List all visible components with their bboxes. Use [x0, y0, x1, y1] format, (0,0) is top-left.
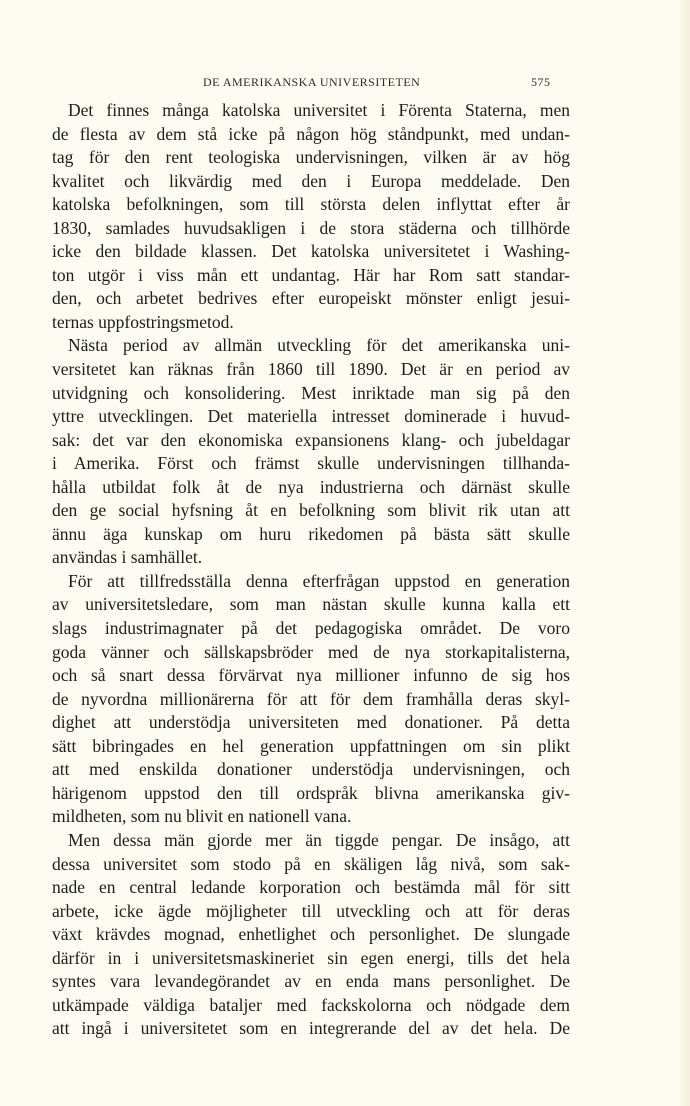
text-line: dighet att understödja universiteten med donationer. På detta [52, 712, 570, 733]
text-line: de flesta av dem stå icke på någon hög ståndpunkt, med undan- [52, 123, 570, 144]
text-line: ton utgör i viss mån ett undantag. Här har Rom satt standar- [52, 264, 570, 285]
text-line: mildheten, som nu blivit en nationell vana. [52, 806, 352, 827]
text-line: kvalitet och likvärdig med den i Europa meddelade. Den [52, 170, 570, 191]
text-line: växt krävdes mognad, enhetlighet och personlighet. De slungade [52, 924, 570, 945]
text-line: utvidgning och konsolidering. Mest inriktade man sig på den [52, 382, 570, 403]
text-line: För att tillfredsställa denna efterfrågan uppstod en generation [68, 570, 570, 591]
body-text [52, 99, 570, 1041]
text-line: att med enskilda donationer understödja undervisningen, och [52, 759, 570, 780]
page-edge [680, 0, 690, 1106]
text-line: slags industrimagnater på det pedagogiska området. De voro [52, 618, 570, 639]
text-line: Det finnes många katolska universitet i Förenta Staterna, men [68, 100, 570, 120]
text-line: Men dessa män gjorde mer än tiggde pengar. De insågo, att [68, 829, 570, 850]
text-line: sätt bibringades en hel generation uppfattningen om sin plikt [52, 735, 570, 756]
text-line: syntes vara levandegörandet av en enda mans personlighet. De [52, 971, 570, 992]
text-line: yttre utvecklingen. Det materiella intresset dominerade i huvud- [52, 406, 570, 427]
text-line: de nyvordna millionärerna för att för dem framhålla deras skyl- [52, 688, 570, 709]
text-line: icke den bildade klassen. Det katolska universitetet i Washing- [52, 241, 570, 262]
text-line: arbete, icke ägde möjligheter till utveckling och att för deras [52, 900, 570, 921]
text-line: hålla utbildat folk åt de nya industrierna och därnäst skulle [52, 476, 570, 497]
text-line: i Amerika. Först och främst skulle undervisningen tillhanda- [52, 453, 570, 474]
text-line: att ingå i universitetet som en integrerande del av det hela. De [52, 1018, 570, 1039]
text-line: ännu äga kunskap om huru rikedomen på bästa sätt skulle [52, 523, 570, 544]
page-number: 575 [531, 75, 551, 89]
text-line: den, och arbetet bedrives efter europeiskt mönster enligt jesui- [52, 288, 570, 309]
text-line: Nästa period av allmän utveckling för det amerikanska uni- [68, 335, 570, 356]
text-line: och så snart dessa förvärvat nya millioner infunno de sig hos [52, 665, 570, 686]
text-line: versitetet kan räknas från 1860 till 1890. Det är en period av [52, 359, 570, 380]
text-line: härigenom uppstod den till ordspråk blivna amerikanska giv- [52, 782, 570, 803]
text-line: den ge social hyfsning åt en befolkning som blivit rik utan att [52, 500, 570, 521]
text-line: ternas uppfostringsmetod. [52, 311, 234, 332]
text-line: av universitetsledare, som man nästan skulle kunna kalla ett [52, 594, 570, 615]
text-line: sak: det var den ekonomiska expansionens klang- och jubeldagar [52, 429, 570, 450]
text-line: tag för den rent teologiska undervisningen, vilken är av hög [52, 147, 570, 168]
text-line: utkämpade väldiga bataljer med fackskolorna och nödgade dem [52, 994, 570, 1015]
text-line: goda vänner och sällskapsbröder med de nya storkapitalisterna, [52, 641, 570, 662]
text-line: 1830, samlades huvudsakligen i de stora städerna och tillhörde [52, 217, 570, 238]
text-line: användas i samhället. [52, 547, 203, 568]
text-line: dessa universitet som stodo på en skäligen låg nivå, som sak- [52, 853, 570, 874]
text-line: därför in i universitetsmaskineriet sin egen energi, tills det hela [52, 947, 570, 968]
text-line: katolska befolkningen, som till största delen inflyttat efter år [52, 194, 570, 215]
running-title: DE AMERIKANSKA UNIVERSITETEN [203, 75, 421, 89]
text-line: nade en central ledande korporation och bestämda mål för sitt [52, 877, 570, 898]
